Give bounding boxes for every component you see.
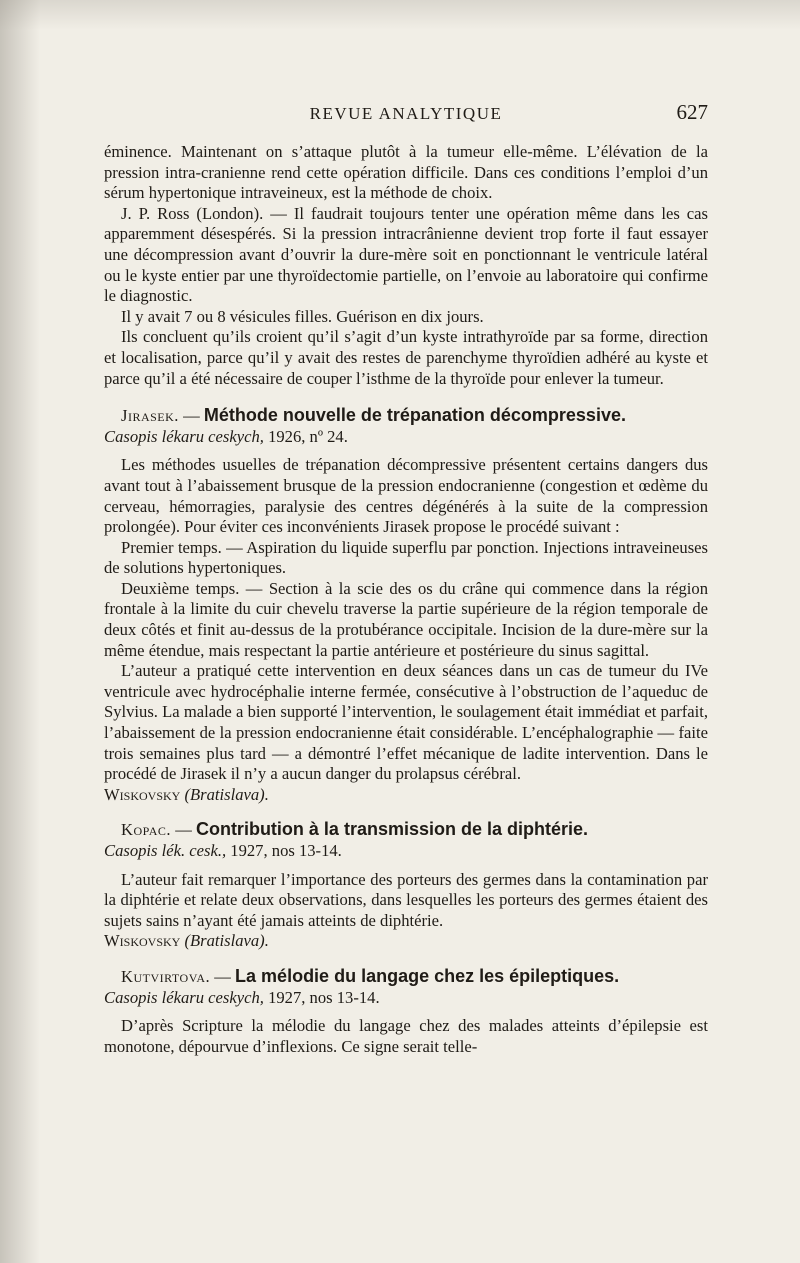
- continuation-paragraph: éminence. Maintenant on s’attaque plutôt à la tumeur elle-même. L’élévation de la pression intra-cranienne rend cette opération difficile. Dans ces conditions l’emploi d’un sérum hypertonique intraveineux, est la méthode de choix.: [104, 142, 708, 203]
- review-entry: [104, 819, 708, 952]
- heading-dash: —: [175, 820, 196, 840]
- entry-heading: [104, 405, 708, 427]
- entry-title: Méthode nouvelle de trépanation décompressive.: [203, 405, 626, 426]
- reviewer-signature: [104, 931, 708, 952]
- continuation-paragraph: Ils concluent qu’ils croient qu’il s’agit d’un kyste intrathyroïde par sa forme, direction et localisation, parce qu’il y avait des restes de parenchyme thyroïdien adhéré au kyste et parce qu’il a été nécessaire de couper l’isthme de la thyroïde pour enlever la tumeur.: [104, 327, 708, 388]
- journal-issue: 1926, nº 24.: [268, 426, 348, 446]
- entry-source: [104, 427, 708, 448]
- entry-author: Jirasek.: [121, 406, 179, 426]
- journal-issue: 1927, nos 13-14.: [230, 841, 342, 860]
- review-entry: [104, 405, 708, 805]
- continuation-paragraph: Il y avait 7 ou 8 vésicules filles. Guérison en dix jours.: [121, 306, 484, 326]
- entry-title: Contribution à la transmission de la diphtérie.: [195, 819, 589, 840]
- entry-author: Kutvirtova.: [121, 966, 211, 986]
- entry-author: Kopac.: [121, 820, 172, 840]
- entry-paragraph: Premier temps. — Aspiration du liquide superflu par ponction. Injections intraveineuses de solutions hypertoniques.: [104, 537, 708, 578]
- journal-issue: 1927, nos 13-14.: [268, 987, 380, 1007]
- entry-paragraph: L’auteur fait remarquer l’importance des porteurs des germes dans la contamination par la diphtérie et relate deux observations, dans lesquelles les porteurs des germes étaient des sujets sains n’ayant été jamais atteints de diphtérie.: [104, 869, 708, 930]
- entry-title: La mélodie du langage chez les épileptiques.: [235, 965, 620, 986]
- reviewer-name: Wiskovsky: [104, 931, 181, 951]
- entry-source: [104, 841, 708, 862]
- journal-name: Casopis lékaru ceskych,: [104, 426, 264, 446]
- page-edge-shadow: [0, 0, 40, 1263]
- page-top-shadow: [0, 0, 800, 30]
- entry-paragraph: L’auteur a pratiqué cette intervention en deux séances dans un cas de tumeur du IVe ventricule avec hydrocéphalie interne fermée, consécutive à l’obstruction de l’aqueduc de Sylvius. La malade a bien supporté l’intervention, le soulagement était immédiat et parfait, l’abaissement de la pression endocranienne était considérable. L’encéphalographie — faite trois semaines plus tard — a démontré l’effet mécanique de ladite intervention. Dans le procédé de Jirasek il n’y a aucun danger du prolapsus cérébral.: [104, 661, 708, 784]
- reviewer-signature: [104, 785, 708, 806]
- entry-paragraph: Les méthodes usuelles de trépanation décompressive présentent certains dangers dus avant tout à l’abaissement brusque de la pression endocranienne (congestion et œdème du cerveau, hémorragies, paralysie des centres dégénérés à la suite de la compression prolongée). Pour éviter ces inconvénients Jirasek propose le procédé suivant :: [104, 455, 708, 537]
- entry-source: [104, 988, 708, 1009]
- review-entry: [104, 966, 708, 1057]
- heading-dash: —: [214, 966, 236, 986]
- entry-heading: [104, 966, 708, 988]
- entry-paragraph: D’après Scripture la mélodie du langage chez des malades atteints d’épilepsie est monotone, dépourvue d’inflexions. Ce signe serait telle-: [104, 1016, 708, 1056]
- page-number: 627: [676, 100, 708, 124]
- running-head: [104, 100, 708, 128]
- journal-name: Casopis lékaru ceskych,: [104, 987, 264, 1007]
- reviewer-name: Wiskovsky: [104, 784, 181, 804]
- entry-paragraph: Deuxième temps. — Section à la scie des os du crâne qui commence dans la région frontale à la limite du cuir chevelu traverse la partie supérieure de la région temporale de deux côtés et finit au-dessus de la protubérance occipitale. Incision de la dure-mère sur la même étendue, mais respectant la partie antérieure et postérieure du sinus sagittal.: [104, 578, 708, 660]
- entry-heading: [104, 819, 708, 841]
- heading-dash: —: [183, 406, 204, 426]
- journal-name: Casopis lék. cesk.,: [104, 841, 227, 860]
- continuation-paragraph: J. P. Ross (London). — Il faudrait toujours tenter une opération même dans les cas apparemment désespérés. Si la pression intracrânienne devient trop forte il faut essayer une décompression avant d’ouvrir la dure-mère soit en ponctionnant le ventricule latéral ou le kyste entier par une thyroïdectomie partielle, on l’envoie au laboratoire qui confirme le diagnostic.: [104, 203, 708, 306]
- reviewer-city: (Bratislava).: [184, 784, 269, 804]
- reviewer-city: (Bratislava).: [184, 931, 269, 951]
- article-body: [104, 142, 708, 1057]
- running-title: REVUE ANALYTIQUE: [309, 104, 503, 123]
